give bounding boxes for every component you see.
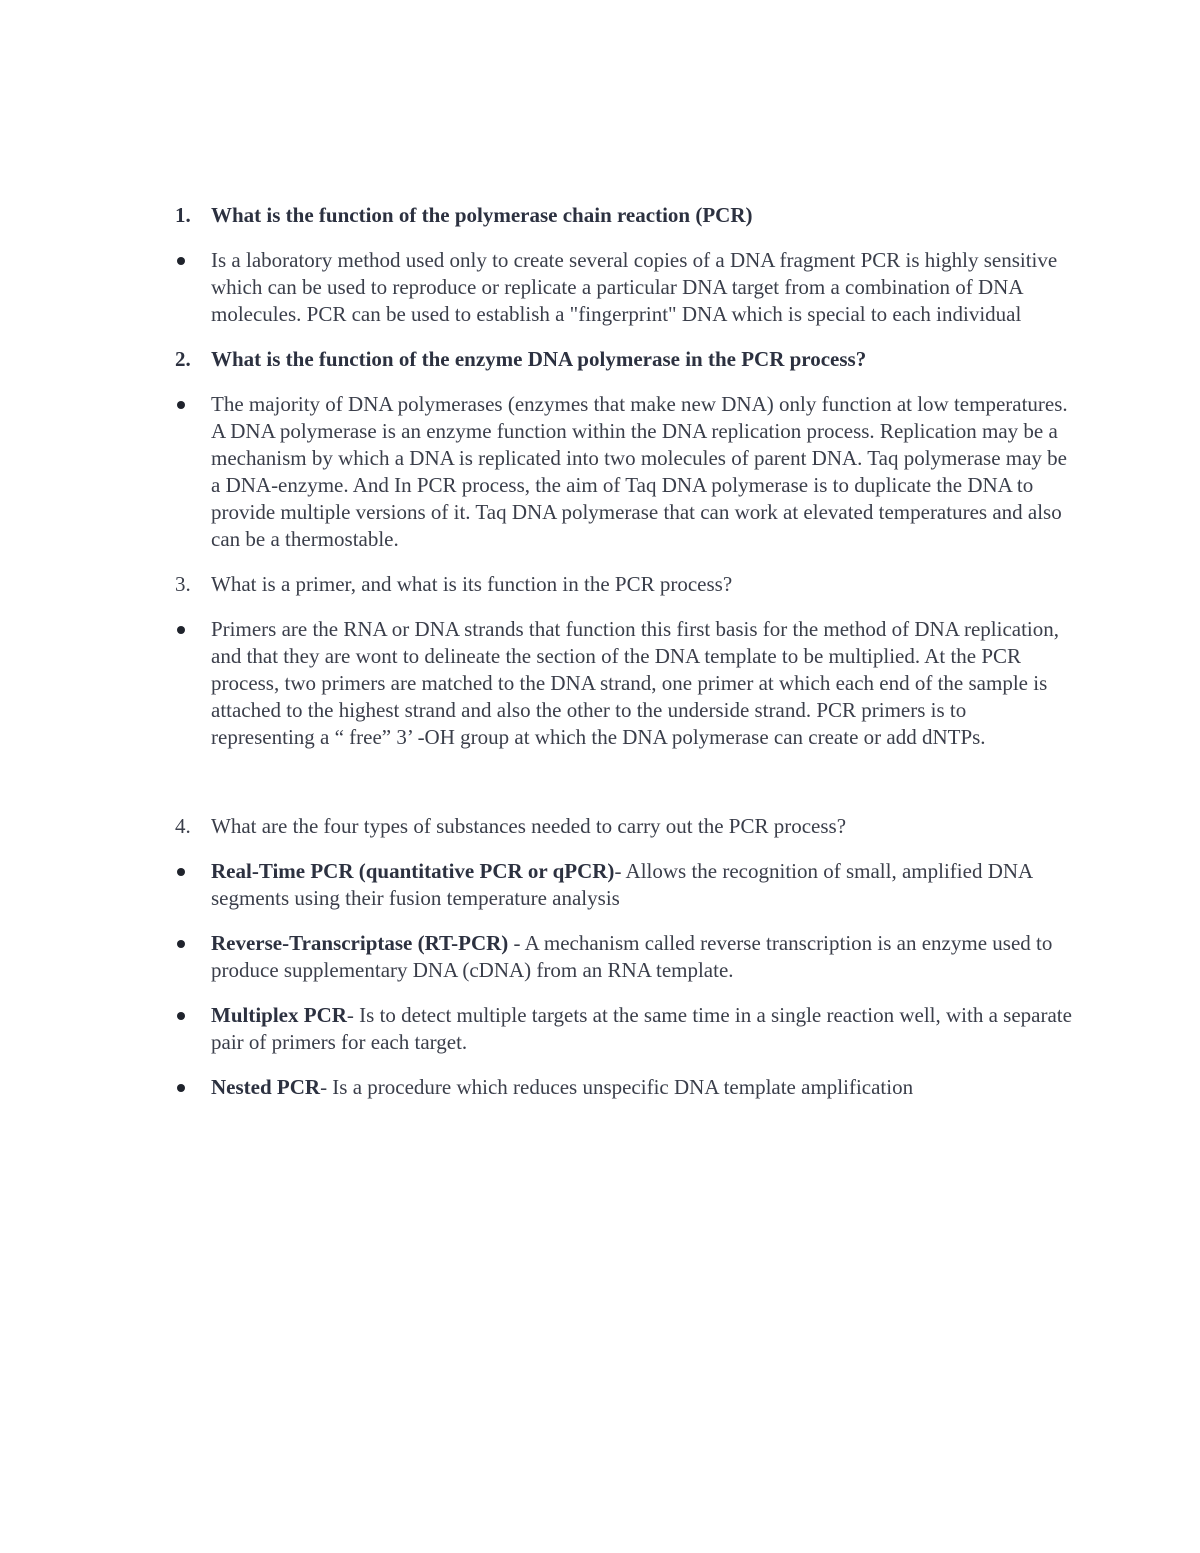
question-3 [175,571,1075,598]
bullet-icon [177,257,185,265]
question-4-number: 4. [175,814,191,838]
bullet-icon [177,1084,185,1092]
question-3-text: What is a primer, and what is its function in the PCR process? [211,572,733,596]
bullet-icon [177,401,185,409]
pcr-type-description: - A mechanism called reverse transcription is an enzyme used to produce supplementary DNA (cDNA) from an RNA template. [211,931,1053,982]
document-content [175,202,1075,1101]
pcr-type-term: Real-Time PCR (quantitative PCR or qPCR) [211,859,615,883]
question-4 [175,813,1075,840]
pcr-type-description: - Is a procedure which reduces unspecific DNA template amplification [320,1075,914,1099]
answer-3-text: Primers are the RNA or DNA strands that function this first basis for the method of DNA replication, and that they are wont to delineate the section of the DNA template to be multiplied. At the PCR process, two primers are matched to the DNA strand, one primer at which each end of the sample is attached to the highest strand and also the other to the underside strand. PCR primers is to representing a “ free” 3’ -OH group at which the DNA polymerase can create or add dNTPs. [211,617,1060,749]
pcr-type-description: - Allows the recognition of small, amplified DNA segments using their fusion temperature analysis [211,859,1033,910]
question-3-number: 3. [175,572,191,596]
pcr-type-item [175,858,1075,912]
bullet-icon [177,868,185,876]
pcr-type-item [175,930,1075,984]
answer-1 [175,247,1075,328]
question-1 [175,202,1075,229]
question-2 [175,346,1075,373]
question-2-text: What is the function of the enzyme DNA polymerase in the PCR process? [211,347,867,371]
pcr-type-term: Nested PCR [211,1075,321,1099]
answer-1-text: Is a laboratory method used only to create several copies of a DNA fragment PCR is highly sensitive which can be used to reproduce or replicate a particular DNA target from a combination of DNA molecules. PCR can be used to establish a "fingerprint" DNA which is special to each individual [211,248,1058,326]
bullet-icon [177,1012,185,1020]
bullet-icon [177,626,185,634]
question-2-number: 2. [175,347,191,371]
answer-3 [175,616,1075,751]
answer-2 [175,391,1075,553]
question-1-text: What is the function of the polymerase chain reaction (PCR) [211,203,753,227]
answer-2-text: The majority of DNA polymerases (enzymes that make new DNA) only function at low temperatures. A DNA polymerase is an enzyme function within the DNA replication process. Replication may be a mechanism by which a DNA is replicated into two molecules of parent DNA. Taq polymerase may be a DNA-enzyme. And In PCR process, the aim of Taq DNA polymerase is to duplicate the DNA to provide multiple versions of it. Taq DNA polymerase that can work at elevated temperatures and also can be a thermostable. [211,392,1068,551]
pcr-type-item [175,1002,1075,1056]
pcr-type-term: Reverse-Transcriptase (RT-PCR) [211,931,509,955]
question-4-text: What are the four types of substances needed to carry out the PCR process? [211,814,847,838]
pcr-type-description: - Is to detect multiple targets at the same time in a single reaction well, with a separate pair of primers for each target. [211,1003,1072,1054]
bullet-icon [177,940,185,948]
pcr-type-item [175,1074,1075,1101]
pcr-type-term: Multiplex PCR [211,1003,347,1027]
question-1-number: 1. [175,203,191,227]
